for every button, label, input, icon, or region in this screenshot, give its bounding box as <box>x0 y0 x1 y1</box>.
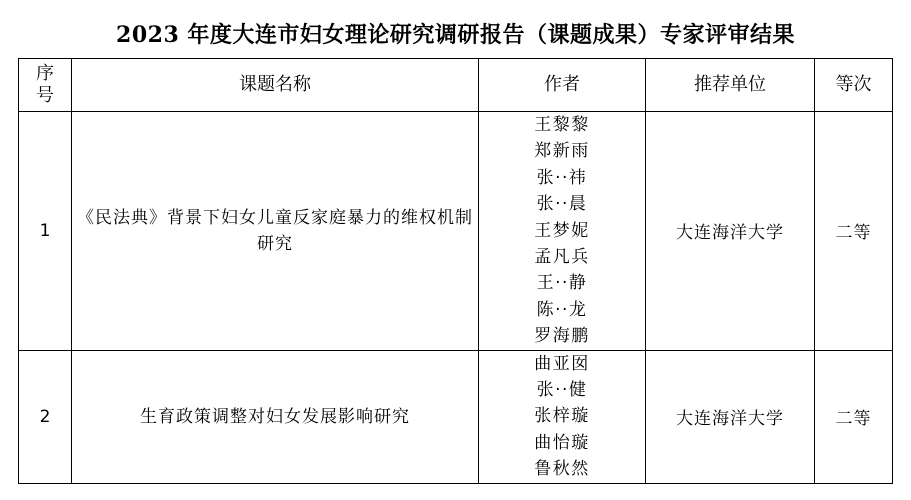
header-topic: 课题名称 <box>72 59 479 112</box>
author-name: 王··静 <box>536 273 588 294</box>
table-row <box>19 112 893 351</box>
author-name: 孟凡兵 <box>534 247 590 268</box>
header-author: 作者 <box>479 59 646 112</box>
author-name: 张··健 <box>536 380 588 401</box>
author-name: 鲁秋然 <box>534 459 590 480</box>
header-unit: 推荐单位 <box>646 59 815 112</box>
row-authors <box>479 350 646 483</box>
row-rank: 二等 <box>815 350 893 483</box>
author-name: 张··晨 <box>536 194 588 215</box>
header-seq: 序号 <box>19 59 72 112</box>
author-name: 张梓璇 <box>534 406 590 427</box>
results-table <box>18 58 893 484</box>
row-topic: 生育政策调整对妇女发展影响研究 <box>72 350 479 483</box>
header-rank: 等次 <box>815 59 893 112</box>
table-row <box>19 350 893 483</box>
row-authors <box>479 112 646 351</box>
page-title: 2023 年度大连市妇女理论研究调研报告（课题成果）专家评审结果 <box>116 22 795 48</box>
row-topic: 《民法典》背景下妇女儿童反家庭暴力的维权机制研究 <box>72 112 479 351</box>
row-unit: 大连海洋大学 <box>646 112 815 351</box>
author-name: 曲怡璇 <box>534 432 590 453</box>
row-unit: 大连海洋大学 <box>646 350 815 483</box>
table-header-row <box>19 59 893 112</box>
row-seq: 1 <box>19 112 72 351</box>
author-name: 罗海鹏 <box>534 326 590 347</box>
author-name: 陈··龙 <box>536 299 588 320</box>
author-name: 王梦妮 <box>534 220 590 241</box>
row-rank: 二等 <box>815 112 893 351</box>
row-seq: 2 <box>19 350 72 483</box>
author-name: 张··祎 <box>536 167 588 188</box>
author-name: 郑新雨 <box>534 141 590 162</box>
author-name: 王黎黎 <box>534 115 590 135</box>
author-name: 曲亚囡 <box>534 353 590 374</box>
